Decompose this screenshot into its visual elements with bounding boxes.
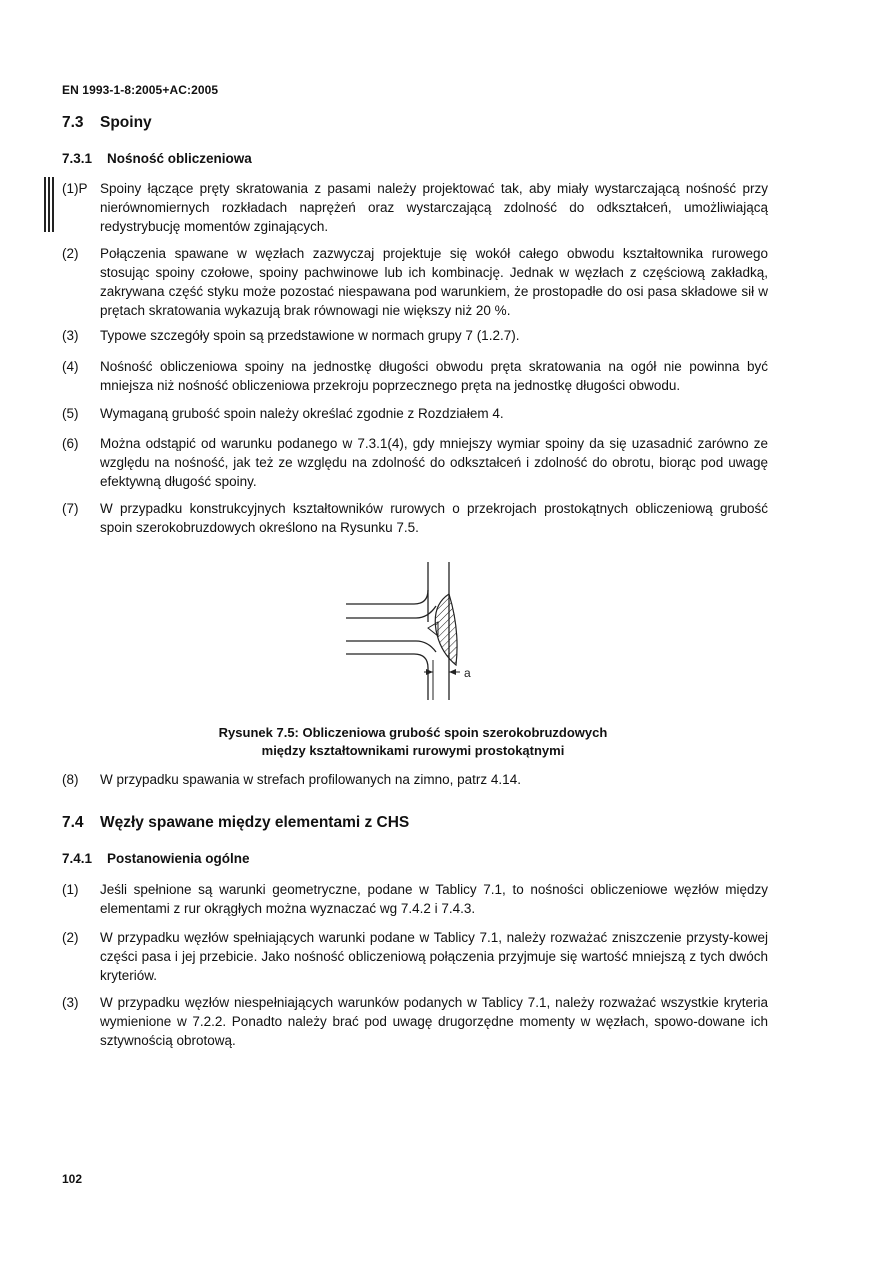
brace-lower-wall (346, 654, 428, 700)
paragraph-text: Typowe szczegóły spoin są przedstawione w normach grupy 7 (1.2.7). (100, 328, 520, 343)
section-title: Spoiny (100, 114, 152, 131)
paragraph-text: Spoiny łączące pręty skratowania z pasami należy projektować tak, aby miały wystarczającą nośność przy nierównomiernych rozkładach naprężeń oraz wystarczającą zdolność do odkształceń, umożliwiającą redystrybucję momentów zginających. (100, 181, 768, 234)
paragraph-text: Można odstąpić od warunku podanego w 7.3.1(4), gdy mniejszy wymiar spoiny da się uzasadnić zarówno ze względu na nośność, jak też ze względu na zdolność do odkształceń i zdolność do obrotu, biorąc pod uwagę efektywną długość spoiny. (100, 436, 768, 489)
section-number: 7.4 (62, 814, 84, 831)
brace-inner-upper (346, 606, 436, 618)
section-heading-7-4 (62, 814, 409, 832)
paragraph-text: Połączenia spawane w węzłach zazwyczaj projektuje się wokół całego obwodu kształtownika rurowego stosując spoiny czołowe, spoiny pachwinowe lub ich kombinację. Jednak w węzłach z częściową zakładką, zakrywana część styku może pozostać niespawana pod warunkiem, że prostopadłe do osi pasa składowe sił w prętach skratowania wykazują brak równowagi nie większy niż 20 %. (100, 246, 768, 318)
paragraph-number: (7) (62, 501, 79, 516)
paragraph-text: W przypadku konstrukcyjnych kształtowników rurowych o przekrojach prostokątnych obliczeniową grubość spoin szerokobruzdowych określono na Rysunku 7.5. (100, 501, 768, 535)
brace-upper-wall (346, 590, 428, 604)
caption-line-2: między kształtownikami rurowymi prostokątnymi (261, 743, 565, 758)
subsection-heading-7-4-1 (62, 851, 250, 866)
paragraph-number: (4) (62, 359, 79, 374)
paragraph-number: (6) (62, 436, 79, 451)
page-number: 102 (62, 1172, 83, 1186)
paragraph-text: W przypadku węzłów niespełniających warunków podanych w Tablicy 7.1, należy rozważać wszystkie kryteria wymienione w 7.2.2. Ponadto należy brać pod uwagę drugorzędne momenty w węzłach, spowo-dowane ich sztywnością obrotową. (100, 995, 768, 1048)
subsection-title: Nośność obliczeniowa (107, 151, 252, 166)
paragraph-7-4-1-3 (62, 993, 768, 1050)
dimension-label-a: a (464, 666, 471, 680)
paragraph-number: (1) (62, 882, 79, 897)
paragraph-number: (8) (62, 772, 79, 787)
paragraph-number: (2) (62, 930, 79, 945)
subsection-title: Postanowienia ogólne (107, 851, 250, 866)
paragraph-text: Nośność obliczeniowa spoiny na jednostkę długości obwodu pręta skratowania na ogół nie powinna być mniejsza niż nośność obliczeniowa przekroju poprzecznego pręta na jednostkę długości obwodu. (100, 359, 768, 393)
paragraph-number: (3) (62, 995, 79, 1010)
caption-line-1: Rysunek 7.5: Obliczeniowa grubość spoin szerokobruzdowych (218, 725, 608, 740)
paragraph-7-4-1-1 (62, 880, 768, 918)
weld-hatched (435, 594, 457, 665)
subsection-number: 7.3.1 (62, 151, 93, 166)
paragraph-text: W przypadku węzłów spełniających warunki podane w Tablicy 7.1, należy rozważać zniszczenie przysty-kowej części pasa i jej przebicie. Jako nośność obliczeniową połączenia przyjmuje się wartość mniejszą z tych dwóch kryteriów. (100, 930, 768, 983)
dimension-arrow-left (426, 669, 433, 675)
paragraph-number: (5) (62, 406, 79, 421)
figure-caption (150, 724, 676, 760)
paragraph-number: (2) (62, 246, 79, 261)
brace-inner-lower (346, 641, 436, 652)
paragraph-number: (3) (62, 328, 79, 343)
section-title: Węzły spawane między elementami z CHS (100, 814, 410, 831)
paragraph-8 (62, 770, 768, 789)
subsection-number: 7.4.1 (62, 851, 93, 866)
paragraph-text: Jeśli spełnione są warunki geometryczne, podane w Tablicy 7.1, to nośności obliczeniowe węzłów między elementami z rur okrągłych można wyznaczać wg 7.4.2 i 7.4.3. (100, 882, 768, 916)
paragraph-number: (1)P (62, 181, 88, 196)
dimension-arrow-right (449, 669, 456, 675)
paragraph-text: Wymaganą grubość spoin należy określać zgodnie z Rozdziałem 4. (100, 406, 504, 421)
paragraph-text: W przypadku spawania w strefach profilowanych na zimno, patrz 4.14. (100, 772, 521, 787)
paragraph-7-4-1-2 (62, 928, 768, 985)
document-header: EN 1993-1-8:2005+AC:2005 (62, 83, 219, 97)
section-number: 7.3 (62, 114, 84, 131)
